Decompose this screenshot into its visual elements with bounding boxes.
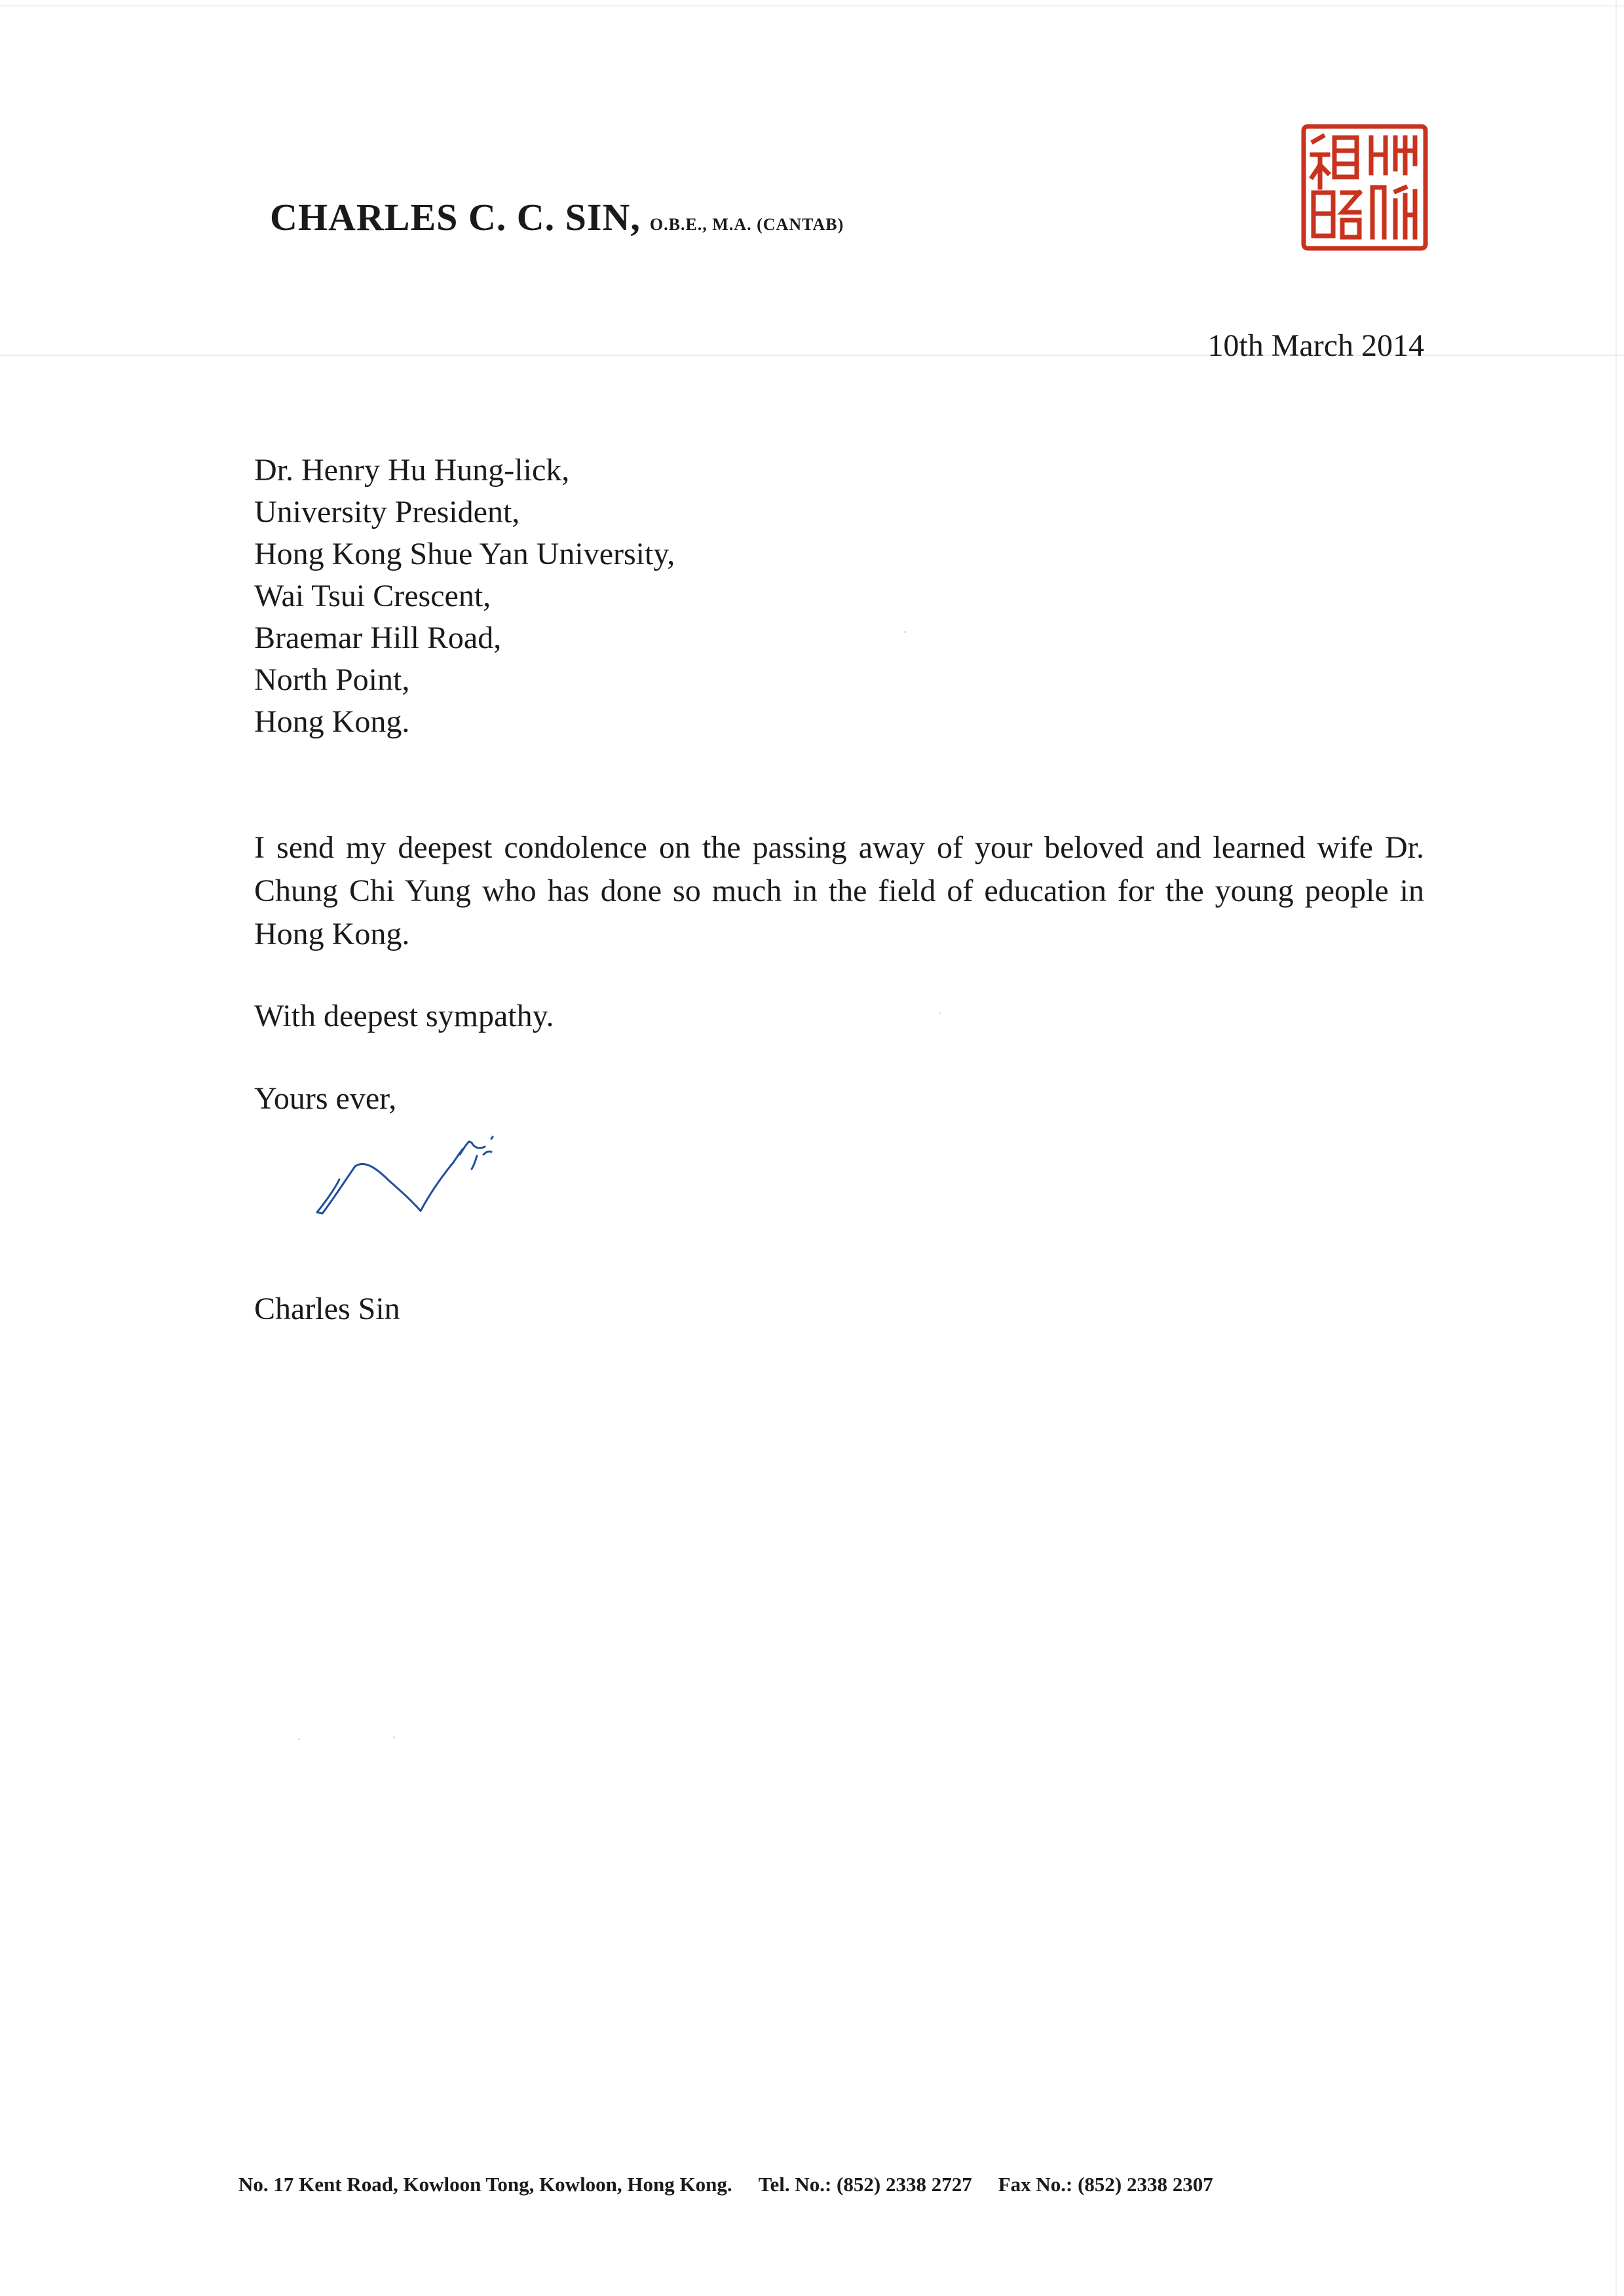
letterhead-footer	[238, 2173, 1213, 2196]
recipient-line: Dr. Henry Hu Hung-lick,	[254, 453, 570, 488]
recipient-address	[254, 450, 675, 743]
recipient-line: Wai Tsui Crescent,	[254, 579, 491, 613]
recipient-line: Hong Kong Shue Yan University,	[254, 537, 675, 571]
letterhead	[270, 195, 844, 239]
scan-artifact-edge	[1615, 0, 1617, 2296]
recipient-line: Hong Kong.	[254, 704, 410, 739]
letter-body-paragraph: I send my deepest condolence on the passing away of your beloved and learned wife Dr. Chung Chi Yung who has done so much in the field of education for the young people in Hong Kong.	[254, 830, 1424, 951]
scan-speck	[298, 1738, 300, 1740]
letterhead-name: CHARLES C. C. SIN,	[270, 196, 641, 239]
scan-speck	[904, 631, 906, 633]
footer-address: No. 17 Kent Road, Kowloon Tong, Kowloon, Hong Kong.	[238, 2173, 732, 2196]
recipient-line: North Point,	[254, 662, 410, 697]
handwritten-signature	[308, 1114, 570, 1232]
seal-stamp-icon	[1300, 123, 1429, 252]
footer-fax: Fax No.: (852) 2338 2307	[998, 2173, 1213, 2196]
sympathy-line: With deepest sympathy.	[254, 999, 554, 1033]
scan-speck	[393, 1736, 395, 1738]
letterhead-honours: O.B.E., M.A. (CANTAB)	[649, 215, 844, 234]
letter-date: 10th March 2014	[1207, 328, 1424, 363]
scan-artifact-line	[0, 5, 1624, 7]
recipient-line: University President,	[254, 495, 520, 529]
footer-telephone: Tel. No.: (852) 2338 2727	[758, 2173, 972, 2196]
recipient-line: Braemar Hill Road,	[254, 621, 502, 655]
closing-salutation: Yours ever,	[254, 1081, 397, 1116]
scan-speck	[939, 1012, 941, 1014]
signer-name: Charles Sin	[254, 1292, 400, 1326]
